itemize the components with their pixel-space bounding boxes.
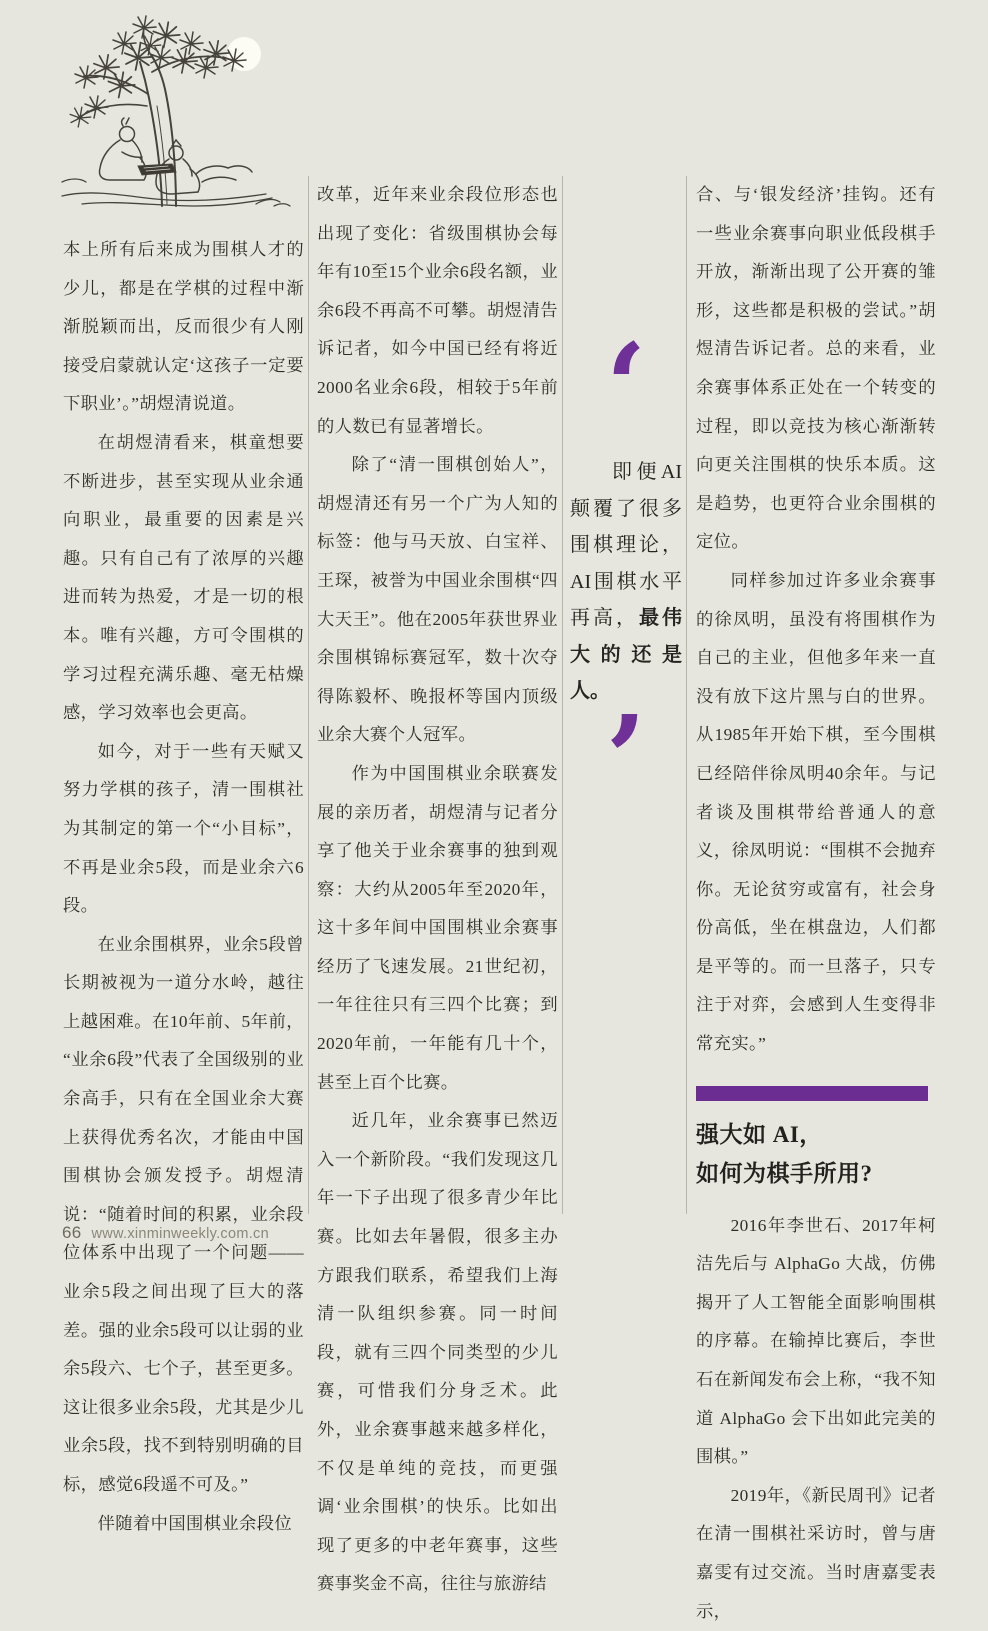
paragraph: 2016年李世石、2017年柯洁先后与 AlphaGo 大战，仿佛揭开了人工智能全面影响围棋的序幕。在输掉比赛后，李世石在新闻发布会上称，“我不知道 AlphaGo 会下出如此完美的围棋。” bbox=[696, 1215, 936, 1467]
section-accent-bar bbox=[696, 1086, 928, 1101]
column-divider bbox=[686, 176, 687, 1214]
paragraph: 如今，对于一些有天赋又努力学棋的孩子，清一围棋社为其制定的第一个“小目标”，不再是业余5段，而是业余六6段。 bbox=[63, 741, 304, 916]
article-column-2 bbox=[317, 176, 558, 1604]
paragraph: 伴随着中国围棋业余段位 bbox=[97, 1513, 293, 1533]
close-quote-icon: ’ bbox=[605, 688, 647, 828]
column-divider bbox=[562, 176, 563, 1214]
section-heading-line2: 如何为棋手所用? bbox=[696, 1160, 873, 1186]
paragraph: 在业余围棋界，业余5段曾长期被视为一道分水岭，越往上越困难。在10年前、5年前，“业余6段”代表了全国级别的业余高手，只有在全国业余大赛上获得优秀名次，才能由中国围棋协会颁发授予。胡煜清说：“随着时间的积累，业余段位体系中出现了一个问题——业余5段之间出现了巨大的落差。强的业余5段可以让弱的业余5段六、七个子，甚至更多。这让很多业余5段，尤其是少儿业余5段，找不到特别明确的目标，感觉6段遥不可及。” bbox=[63, 934, 304, 1494]
section-heading-line1: 强大如 AI， bbox=[696, 1121, 823, 1147]
pull-quote-bold: 最伟大的还是人。 bbox=[570, 607, 682, 702]
website-url: www.xinminweekly.com.cn bbox=[91, 1226, 269, 1242]
paragraph: 在胡煜清看来，棋童想要不断进步，甚至实现从业余通向职业，最重要的因素是兴趣。只有自己有了浓厚的兴趣进而转为热爱，才是一切的根本。唯有兴趣，方可令围棋的学习过程充满乐趣、毫无枯燥感，学习效率也会更高。 bbox=[63, 432, 304, 723]
pull-quote-text bbox=[570, 454, 682, 710]
page-number: 66 bbox=[62, 1223, 82, 1242]
moon-icon bbox=[227, 37, 261, 71]
paragraph: 本上所有后来成为围棋人才的少儿，都是在学棋的过程中渐渐脱颖而出，反而很少有人刚接受启蒙就认定‘这孩子一定要下职业’。”胡煜清说道。 bbox=[63, 240, 304, 414]
section-heading bbox=[696, 1115, 936, 1193]
article-column-3 bbox=[696, 176, 936, 1631]
paragraph: 同样参加过许多业余赛事的徐凤明，虽没有将围棋作为自己的主业，但他多年来一直没有放下这片黑与白的世界。从1985年开始下棋，至今围棋已经陪伴徐凤明40余年。与记者谈及围棋带给普通人的意义，徐凤明说：“围棋不会抛弃你。无论贫穷或富有，社会身份高低，坐在棋盘边，人们都是平等的。而一旦落子，只专注于对弈，会感到人生变得非常充实。” bbox=[696, 570, 936, 1054]
paragraph: 2019年，《新民周刊》记者在清一围棋社采访时，曾与唐嘉雯有过交流。当时唐嘉雯表示， bbox=[696, 1485, 936, 1621]
paragraph: 改革，近年来业余段位形态也出现了变化：省级围棋协会每年有10至15个业余6段名额，业余6段不再高不可攀。胡煜清告诉记者，如今中国已经有将近2000名业余6段，相较于5年前的人数已有显著增长。 bbox=[317, 185, 558, 436]
pull-quote bbox=[570, 317, 682, 828]
article-column-1 bbox=[63, 231, 304, 1543]
pull-quote-normal: 即便AI颠覆了很多围棋理论，AI围棋水平再高， bbox=[570, 461, 682, 629]
go-players-under-pine-illustration bbox=[26, 6, 310, 214]
paragraph: 作为中国围棋业余联赛发展的亲历者，胡煜清与记者分享了他关于业余赛事的独到观察：大约从2005年至2020年，这十多年间中国围棋业余赛事经历了飞速发展。21世纪初，一年往往只有三四个比赛；到2020年前，一年能有几十个，甚至上百个比赛。 bbox=[317, 763, 558, 1092]
paragraph: 合、与‘银发经济’挂钩。还有一些业余赛事向职业低段棋手开放，渐渐出现了公开赛的雏形，这些都是积极的尝试。”胡煜清告诉记者。总的来看，业余赛事体系正处在一个转变的过程，即以竞技为核心渐渐转向更关注围棋的快乐本质。这是趋势，也更符合业余围棋的定位。 bbox=[696, 185, 936, 552]
open-quote-icon: ‘ bbox=[605, 317, 647, 456]
paragraph: 近几年，业余赛事已然迈入一个新阶段。“我们发现这几年一下子出现了很多青少年比赛。比如去年暑假，很多主办方跟我们联系，希望我们上海清一队组织参赛。同一时间段，就有三四个同类型的少儿赛，可惜我们分身乏术。此外，业余赛事越来越多样化，不仅是单纯的竞技，而更强调‘业余围棋’的快乐。比如出现了更多的中老年赛事，这些赛事奖金不高，往往与旅游结 bbox=[317, 1111, 558, 1594]
paragraph: 除了“清一围棋创始人”，胡煜清还有另一个广为人知的标签：他与马天放、白宝祥、王琛，被誉为中国业余围棋“四大天王”。他在2005年获世界业余围棋锦标赛冠军，数十次夺得陈毅杯、晚报杯等国内顶级业余大赛个人冠军。 bbox=[317, 455, 558, 745]
page-footer bbox=[62, 1223, 269, 1243]
column-divider bbox=[308, 176, 309, 1214]
